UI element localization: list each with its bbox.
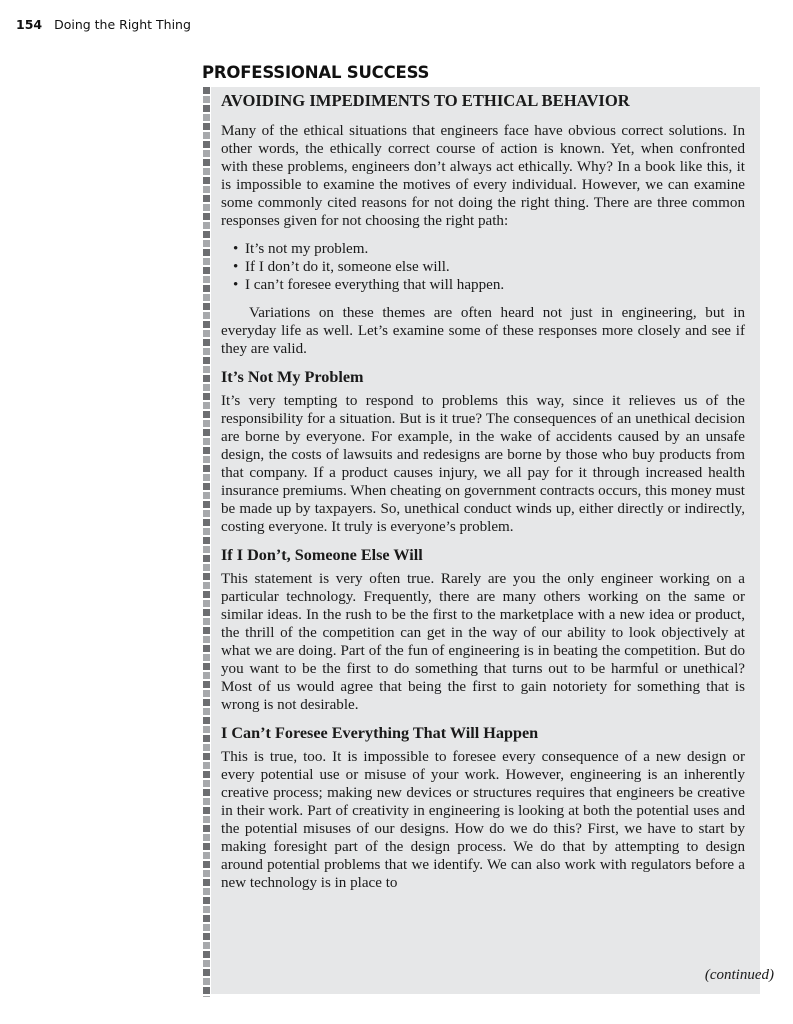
box-title: AVOIDING IMPEDIMENTS TO ETHICAL BEHAVIOR bbox=[221, 91, 630, 110]
chapter-title: Doing the Right Thing bbox=[54, 17, 191, 32]
section-body: It’s very tempting to respond to problems this way, since it relieves us of the responsibility for a situation. But is it true? The consequences of an unethical decision are borne by everyone. For example, in the wake of accidents caused by an unsafe design, the costs of lawsuits and redesigns are borne by those who buy products from that company. If a product causes injury, we all pay for it through increased health insurance premiums. When cheating on government contracts occurs, this money must be made up by taxpayers. So, unethical conduct winds up, either directly or indirectly, costing everyone. It truly is everyone’s problem. bbox=[221, 393, 745, 535]
running-head bbox=[16, 17, 191, 32]
box-label: PROFESSIONAL SUCCESS bbox=[202, 63, 430, 82]
section-body: This is true, too. It is impossible to foresee every consequence of a new design or every potential use or misuse of your work. However, engineering is an inherently creative process; making new devices or structures requires that engineers be creative in their work. Part of creativity in engineering is looking at both the potential uses and the potential misuses of our designs. How do we do this? First, we have to start by making foresight part of the design process. We do that by attempting to design around potential problems that we identify. We can also work with regulators before a new technology is in place to bbox=[221, 749, 745, 891]
section-body: This statement is very often true. Rarely are you the only engineer working on a particular technology. Frequently, there are many others working on the same or similar ideas. In the rush to be the first to the marketplace with a new idea or product, the thrill of the competition can get in the way of our ability to look objectively at what we are doing. Part of the fun of engineering is in beating the competition. But do you want to be the first to do something that turns out to be harmful or unethical? Most of us would agree that being the first to gain notoriety for something that is wrong is not desirable. bbox=[221, 571, 745, 713]
box-content bbox=[221, 91, 745, 892]
list-item: • It’s not my problem. bbox=[233, 240, 745, 258]
section-heading: I Can’t Foresee Everything That Will Happen bbox=[221, 724, 539, 742]
intro-paragraph: Many of the ethical situations that engineers face have obvious correct solutions. In other words, the ethically correct course of action is known. Yet, when confronted with these problems, engineers don’t always act ethically. Why? In a book like this, it is impossible to examine the motives of every individual. However, we can examine some commonly cited reasons for not doing the right thing. There are three common responses given for not choosing the right path: bbox=[221, 123, 745, 229]
reasons-list bbox=[221, 240, 745, 294]
section-heading: It’s Not My Problem bbox=[221, 368, 364, 386]
continued-note: (continued) bbox=[704, 967, 774, 983]
section-heading: If I Don’t, Someone Else Will bbox=[221, 546, 423, 564]
variations-paragraph: Variations on these themes are often heard not just in engineering, but in everyday life as well. Let’s examine some of these responses more closely and see if they are valid. bbox=[221, 305, 745, 357]
decorative-strip bbox=[203, 87, 210, 997]
list-item: • If I don’t do it, someone else will. bbox=[233, 258, 745, 276]
page-number: 154 bbox=[16, 17, 43, 32]
list-item: • I can’t foresee everything that will happen. bbox=[233, 276, 745, 294]
